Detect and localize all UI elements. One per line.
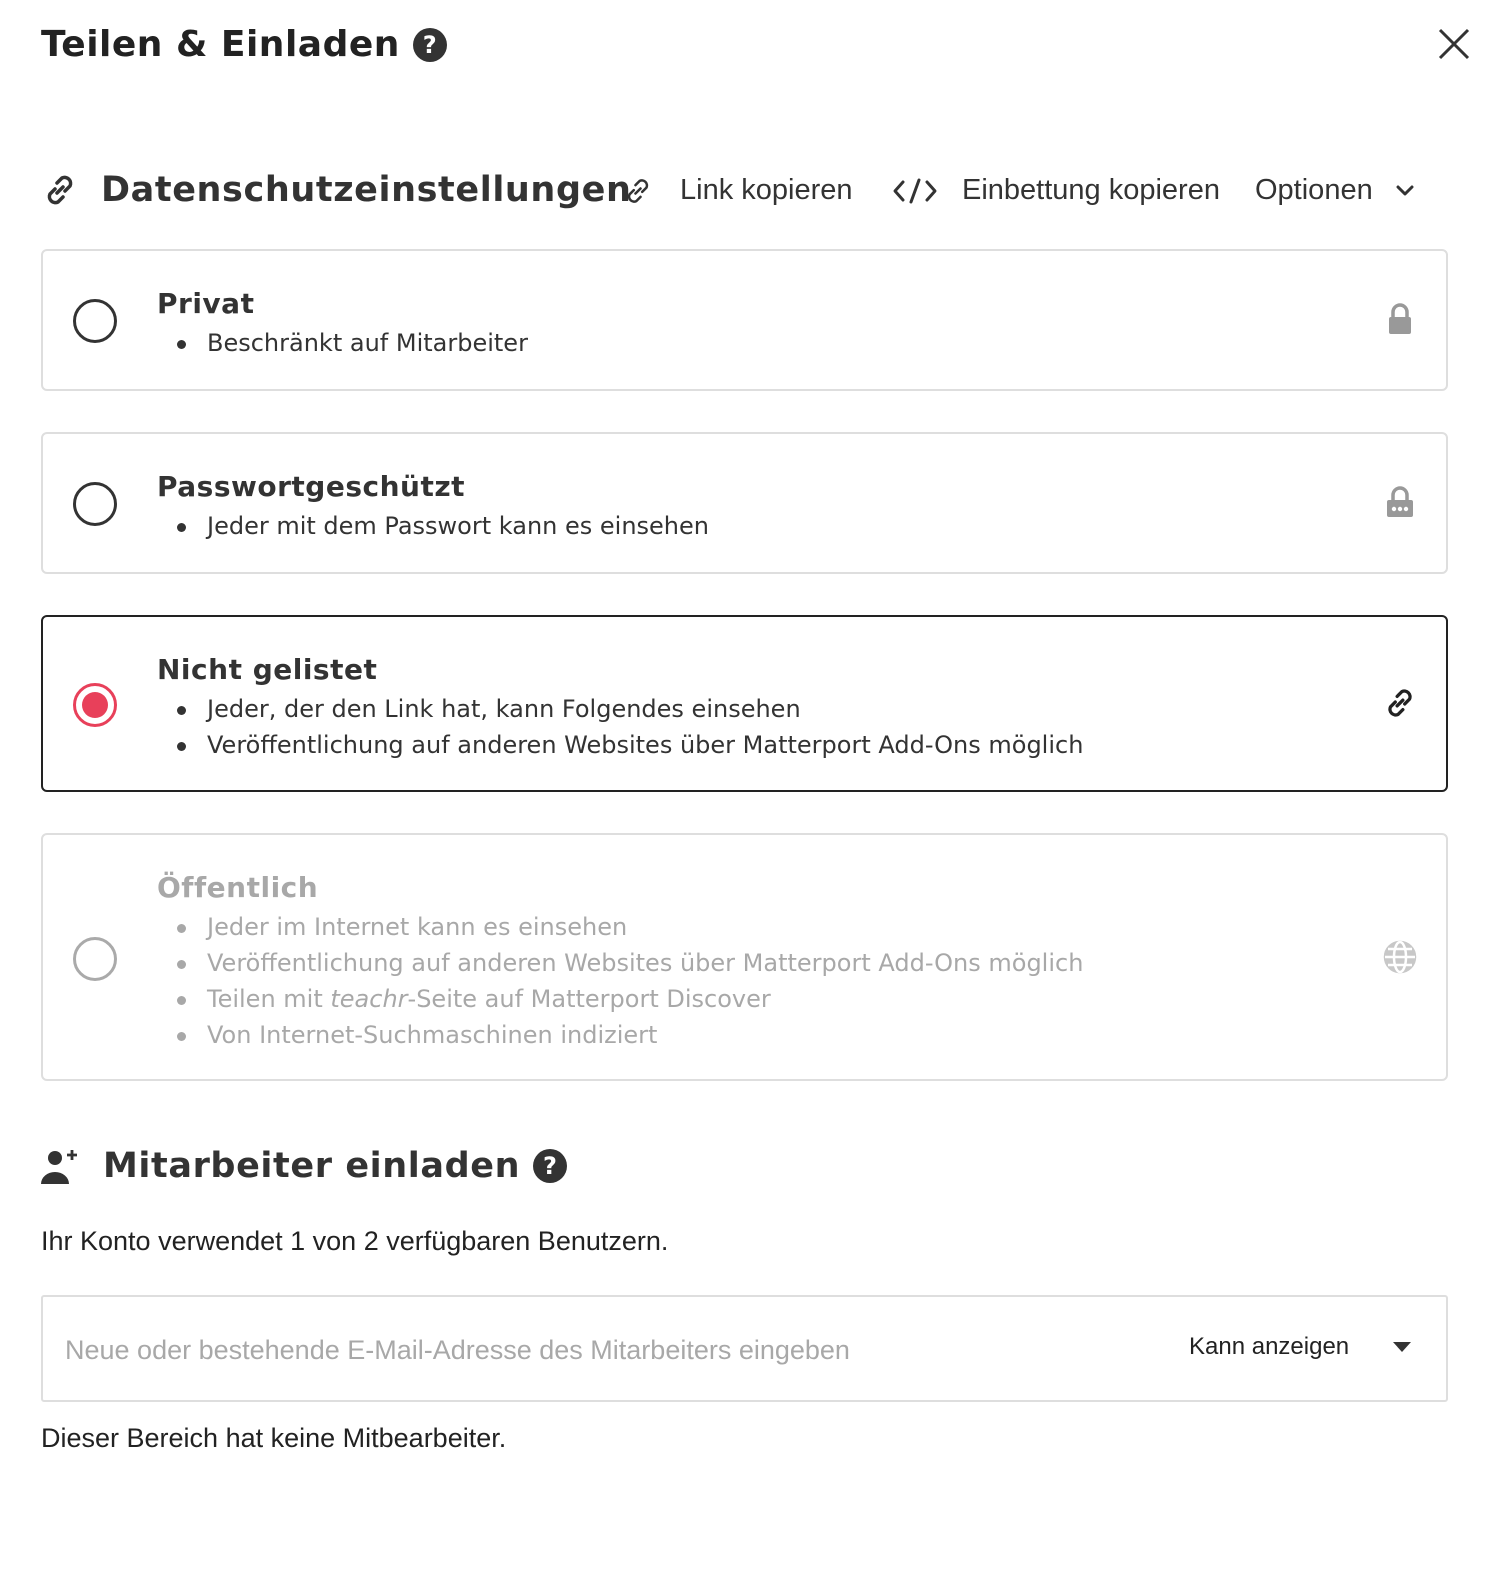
lock-dots-icon	[1382, 484, 1418, 520]
copy-embed-label: Einbettung kopieren	[962, 174, 1220, 206]
options-dropdown[interactable]	[1255, 174, 1415, 207]
help-icon[interactable]	[412, 27, 448, 63]
option-bullet: Jeder, der den Link hat, kann Folgendes einsehen	[177, 691, 1083, 727]
link-icon	[1382, 685, 1418, 721]
privacy-heading: Datenschutzeinstellungen	[101, 170, 632, 210]
globe-icon	[1382, 939, 1418, 975]
help-icon[interactable]	[532, 1148, 568, 1184]
option-title: Öffentlich	[157, 871, 319, 904]
link-icon	[622, 175, 654, 207]
lock-icon	[1382, 301, 1418, 337]
bullet-text-italic: teachr	[330, 985, 408, 1013]
copy-link-label: Link kopieren	[680, 174, 853, 206]
privacy-option-password[interactable]	[41, 432, 1448, 574]
option-bullet: Beschränkt auf Mitarbeiter	[177, 325, 528, 361]
copy-link-button[interactable]	[622, 174, 853, 207]
permission-selected: Kann anzeigen	[1189, 1333, 1350, 1360]
option-bullets	[177, 325, 528, 361]
link-icon	[41, 171, 79, 209]
dialog-title-row	[41, 24, 448, 65]
copy-embed-button[interactable]	[892, 174, 1220, 207]
dialog-title: Teilen & Einladen	[41, 24, 400, 65]
close-icon[interactable]	[1436, 26, 1472, 62]
option-bullet: Veröffentlichung auf anderen Websites über Matterport Add-Ons möglich	[177, 945, 1083, 981]
collaborator-email-input[interactable]	[63, 1321, 1147, 1379]
radio-unlisted[interactable]	[73, 683, 117, 727]
bullet-text-suffix: -Seite auf Matterport Discover	[407, 985, 771, 1013]
privacy-option-unlisted[interactable]	[41, 615, 1448, 792]
caret-down-icon	[1393, 1342, 1411, 1352]
add-user-icon	[41, 1146, 81, 1186]
radio-public	[73, 937, 117, 981]
invite-heading: Mitarbeiter einladen	[103, 1146, 521, 1186]
privacy-option-public	[41, 833, 1448, 1081]
option-title: Privat	[157, 287, 255, 320]
option-bullet	[177, 981, 1083, 1017]
code-icon	[892, 176, 938, 206]
option-bullet: Veröffentlichung auf anderen Websites über Matterport Add-Ons möglich	[177, 727, 1083, 763]
invite-header	[41, 1146, 568, 1186]
privacy-header	[41, 170, 631, 210]
option-bullet: Von Internet-Suchmaschinen indiziert	[177, 1017, 1083, 1053]
options-label: Optionen	[1255, 174, 1373, 206]
svg-text:?: ?	[422, 30, 438, 59]
permission-dropdown[interactable]	[1189, 1333, 1411, 1361]
privacy-option-private[interactable]	[41, 249, 1448, 391]
account-usage-text: Ihr Konto verwendet 1 von 2 verfügbaren Benutzern.	[41, 1226, 669, 1256]
invite-input-box	[41, 1295, 1448, 1402]
option-title: Passwortgeschützt	[157, 470, 466, 503]
svg-text:?: ?	[543, 1152, 558, 1180]
option-bullets	[177, 508, 709, 544]
radio-password[interactable]	[73, 482, 117, 526]
option-title: Nicht gelistet	[157, 653, 378, 686]
option-bullets	[177, 909, 1083, 1053]
option-bullet: Jeder mit dem Passwort kann es einsehen	[177, 508, 709, 544]
option-bullet: Jeder im Internet kann es einsehen	[177, 909, 1083, 945]
radio-private[interactable]	[73, 299, 117, 343]
no-collaborators-text: Dieser Bereich hat keine Mitbearbeiter.	[41, 1423, 507, 1453]
bullet-text-prefix: Teilen mit	[207, 985, 331, 1013]
chevron-down-icon	[1395, 184, 1415, 198]
option-bullets	[177, 691, 1083, 763]
